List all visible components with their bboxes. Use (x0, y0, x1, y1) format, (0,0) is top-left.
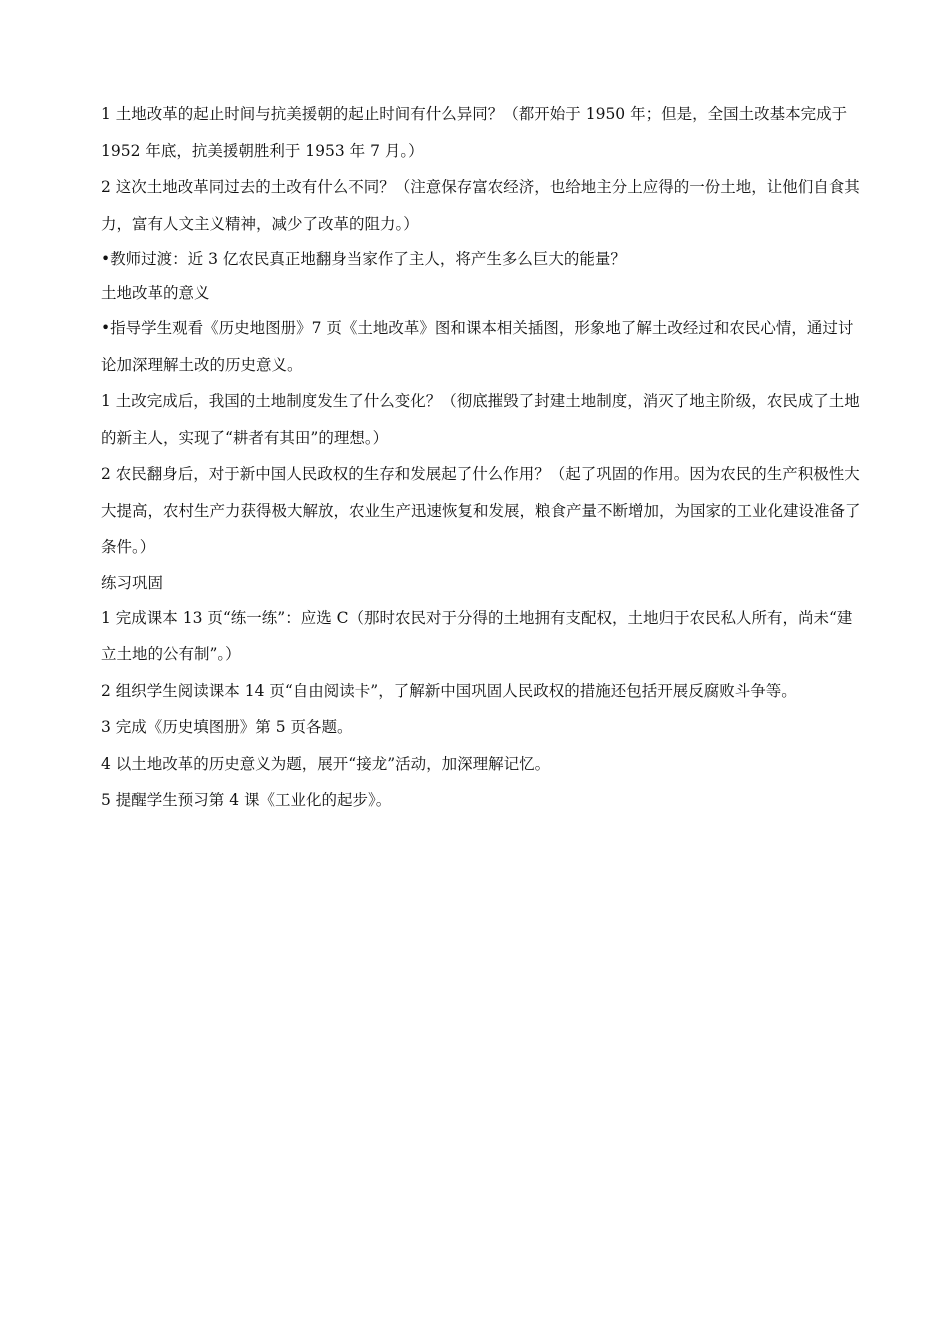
paragraph-11: 3 完成《历史填图册》第 5 页各题。 (101, 718, 353, 736)
paragraph-10: 2 组织学生阅读课本 14 页“自由阅读卡”，了解新中国巩固人民政权的措施还包括开展反腐败斗争等。 (101, 681, 797, 700)
document-body (101, 96, 861, 819)
paragraph-6: 1 土改完成后，我国的土地制度发生了什么变化？（彻底摧毁了封建土地制度，消灭了地主阶级，农民成了土地的新主人，实现了“耕者有其田”的理想。） (101, 392, 860, 447)
paragraph-3: •教师过渡：近 3 亿农民真正地翻身当家作了主人，将产生多么巨大的能量？ (101, 250, 626, 268)
paragraph-2: 2 这次土地改革同过去的土改有什么不同？（注意保存富农经济，也给地主分上应得的一份土地，让他们自食其力，富有人文主义精神，减少了改革的阻力。） (101, 178, 860, 233)
paragraph-13: 5 提醒学生预习第 4 课《工业化的起步》。 (101, 791, 392, 809)
paragraph-5: •指导学生观看《历史地图册》7 页《土地改革》图和课本相关插图，形象地了解土改经过和农民心情，通过讨论加深理解土改的历史意义。 (101, 319, 854, 374)
paragraph-1: 1 土地改革的起止时间与抗美援朝的起止时间有什么异同？（都开始于 1950 年；但是，全国土改基本完成于 1952 年底，抗美援朝胜利于 1953 年 7 月。） (101, 105, 848, 160)
paragraph-7: 2 农民翻身后，对于新中国人民政权的生存和发展起了什么作用？（起了巩固的作用。因为农民的生产积极性大大提高，农村生产力获得极大解放，农业生产迅速恢复和发展，粮食产量不断增加，为国家的工业化建设准备了条件。） (101, 465, 861, 556)
paragraph-12: 4 以土地改革的历史意义为题，展开“接龙”活动，加深理解记忆。 (101, 754, 551, 773)
section-heading-practice: 练习巩固 (101, 573, 164, 592)
section-heading-significance: 土地改革的意义 (101, 284, 210, 302)
paragraph-9: 1 完成课本 13 页“练一练”：应选 C（那时农民对于分得的土地拥有支配权，土地归于农民私人所有，尚未“建立土地的公有制”。） (101, 608, 853, 663)
